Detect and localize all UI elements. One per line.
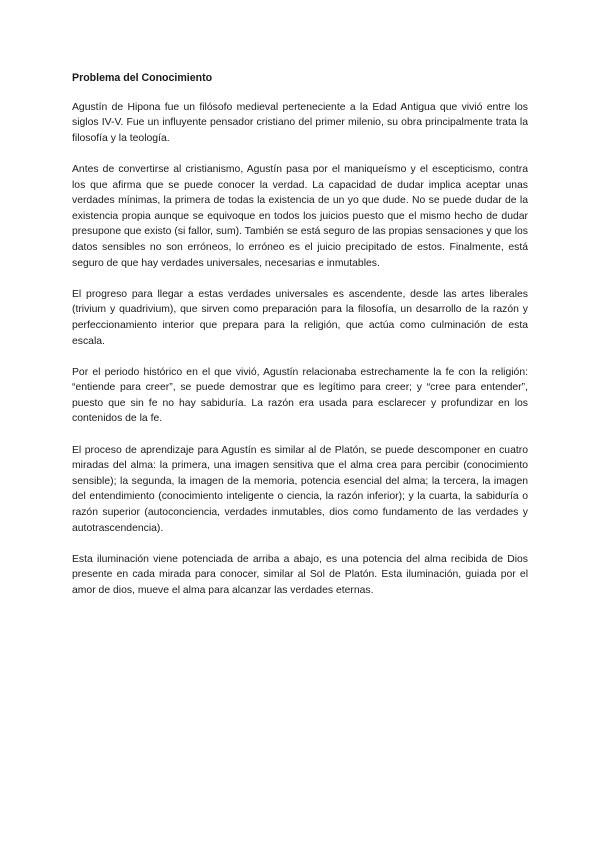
paragraph-intro: Agustín de Hipona fue un filósofo medieval perteneciente a la Edad Antigua que vivió entre los siglos IV-V. Fue un influyente pensador cristiano del primer milenio, su obra principalmente trata la filosofía y la teología. <box>72 101 528 144</box>
document-title: Problema del Conocimiento <box>72 72 213 84</box>
paragraph-learning-process: El proceso de aprendizaje para Agustín es similar al de Platón, se puede descomponer en cuatro miradas del alma: la primera, una imagen sensitiva que el alma crea para percibir (conocimiento sensible); la segunda, la imagen de la memoria, potencia esencial del alma; la tercera, la imagen del entendimiento (conocimiento inteligente o ciencia, la razón inferior); y la cuarta, la sabiduría o razón superior (autoconciencia, verdades inmutables, dios como fundamento de las verdades y autotrascendencia). <box>72 444 528 534</box>
paragraph-faith-reason: Por el periodo histórico en el que vivió, Agustín relacionaba estrechamente la fe con la religión: “entiende para creer”, se puede demostrar que es legítimo para creer; y “cree para entender”, puesto que sin fe no hay sabiduría. La razón era usada para esclarecer y profundizar en los contenidos de la fe. <box>72 366 528 425</box>
paragraph-progress: El progreso para llegar a estas verdades universales es ascendente, desde las artes liberales (trivium y quadrivium), que sirven como preparación para la filosofía, un desarrollo de la razón y perfeccionamiento interior que prepara para la religión, que actúa como culminación de esta escala. <box>72 288 528 347</box>
paragraph-doubt: Antes de convertirse al cristianismo, Agustín pasa por el maniqueísmo y el escepticismo, contra los que afirma que se puede conocer la verdad. La capacidad de dudar implica aceptar unas verdades mínimas, la primera de todas la existencia de un yo que dude. No se puede dudar de la existencia propia aunque se equivoque en todos los juicios puesto que el mismo hecho de dudar presupone que existo (si fallor, sum). También se está seguro de las propias sensaciones y que los datos sensibles no son erróneos, lo erróneo es el juicio precipitado de estos. Finalmente, está seguro de que hay verdades universales, necesarias e inmutables. <box>72 163 528 269</box>
paragraph-illumination: Esta iluminación viene potenciada de arriba a abajo, es una potencia del alma recibida de Dios presente en cada mirada para conocer, similar al Sol de Platón. Esta iluminación, guiada por el amor de dios, mueve el alma para alcanzar las verdades eternas. <box>72 553 528 596</box>
document-body <box>72 71 528 614</box>
